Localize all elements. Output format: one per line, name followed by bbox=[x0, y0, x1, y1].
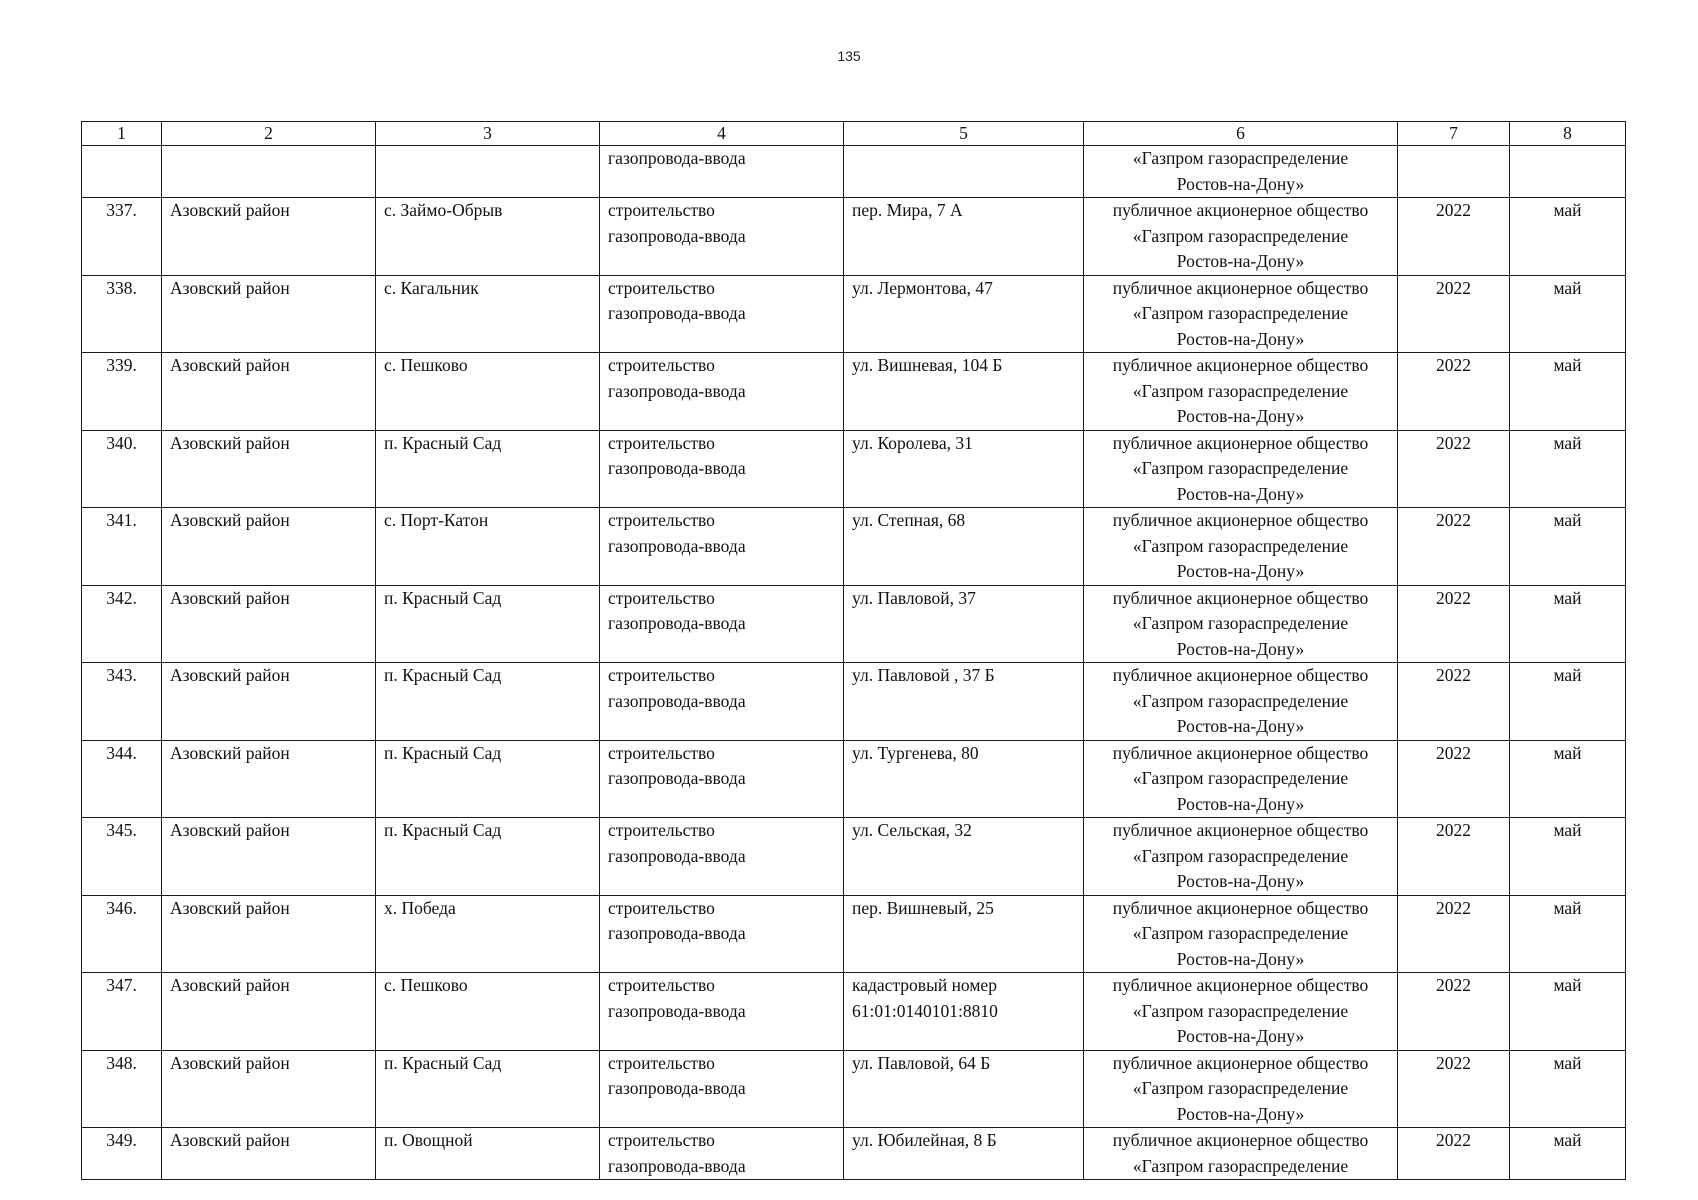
cell-work bbox=[600, 146, 844, 198]
cell-organization-line: Ростов-на-Дону» bbox=[1176, 406, 1305, 426]
cell-month bbox=[1510, 146, 1626, 198]
cell-district: Азовский район bbox=[162, 198, 376, 276]
cell-year: 2022 bbox=[1398, 818, 1510, 896]
cell-locality: п. Красный Сад bbox=[376, 1050, 600, 1128]
cell-district: Азовский район bbox=[162, 430, 376, 508]
cell-address-line: пер. Мира, 7 А bbox=[852, 200, 963, 220]
cell-organization-line: публичное акционерное общество bbox=[1112, 587, 1369, 608]
cell-number: 346. bbox=[82, 895, 162, 973]
cell-number: 347. bbox=[82, 973, 162, 1051]
cell-organization-line: Ростов-на-Дону» bbox=[1176, 1026, 1305, 1046]
cell-address bbox=[844, 740, 1084, 818]
cell-number: 344. bbox=[82, 740, 162, 818]
cell-month: май bbox=[1510, 818, 1626, 896]
cell-organization-line: «Газпром газораспределение bbox=[1132, 535, 1349, 556]
cell-month: май bbox=[1510, 895, 1626, 973]
cell-month: май bbox=[1510, 663, 1626, 741]
cell-organization-line: Ростов-на-Дону» bbox=[1176, 483, 1305, 504]
cell-organization-line: Ростов-на-Дону» bbox=[1176, 173, 1305, 194]
cell-address bbox=[844, 146, 1084, 198]
cell-work bbox=[600, 198, 844, 276]
cell-locality: с. Пешково bbox=[376, 973, 600, 1051]
cell-locality: п. Красный Сад bbox=[376, 818, 600, 896]
cell-locality: п. Красный Сад bbox=[376, 585, 600, 663]
cell-work bbox=[600, 1050, 844, 1128]
cell-address-line: ул. Степная, 68 bbox=[852, 510, 966, 530]
cell-year bbox=[1398, 146, 1510, 198]
cell-year: 2022 bbox=[1398, 198, 1510, 276]
cell-district: Азовский район bbox=[162, 275, 376, 353]
cell-organization-line: «Газпром газораспределение bbox=[1132, 923, 1349, 943]
cell-organization-line: «Газпром газораспределение bbox=[1132, 1000, 1349, 1021]
cell-work bbox=[600, 585, 844, 663]
cell-address bbox=[844, 198, 1084, 276]
cell-work-line: газопровода-ввода bbox=[608, 458, 746, 478]
cell-organization-line: публичное акционерное общество bbox=[1112, 742, 1369, 763]
header-col-1: 1 bbox=[82, 122, 162, 146]
cell-year: 2022 bbox=[1398, 508, 1510, 586]
cell-work-line: строительство bbox=[608, 742, 715, 763]
header-col-8: 8 bbox=[1510, 122, 1626, 146]
cell-year: 2022 bbox=[1398, 740, 1510, 818]
cell-work bbox=[600, 1128, 844, 1180]
cell-work-line: газопровода-ввода bbox=[608, 613, 746, 633]
cell-number: 349. bbox=[82, 1128, 162, 1180]
cell-work-line: газопровода-ввода bbox=[608, 535, 746, 556]
cell-address-line: ул. Тургенева, 80 bbox=[852, 742, 979, 763]
table-row bbox=[82, 585, 1626, 663]
cell-district bbox=[162, 146, 376, 198]
cell-address-line: 61:01:0140101:8810 bbox=[852, 1000, 998, 1021]
cell-work bbox=[600, 353, 844, 431]
cell-organization-line: публичное акционерное общество bbox=[1112, 355, 1369, 375]
cell-organization-line: «Газпром газораспределение bbox=[1132, 148, 1349, 168]
cell-district: Азовский район bbox=[162, 353, 376, 431]
cell-work-line: газопровода-ввода bbox=[608, 380, 746, 401]
table-row bbox=[82, 508, 1626, 586]
cell-organization-line: «Газпром газораспределение bbox=[1132, 303, 1349, 323]
cell-month: май bbox=[1510, 508, 1626, 586]
cell-organization bbox=[1084, 275, 1398, 353]
cell-number: 340. bbox=[82, 430, 162, 508]
cell-number: 341. bbox=[82, 508, 162, 586]
cell-district: Азовский район bbox=[162, 818, 376, 896]
cell-organization bbox=[1084, 198, 1398, 276]
table-row bbox=[82, 973, 1626, 1051]
cell-work bbox=[600, 275, 844, 353]
cell-address bbox=[844, 585, 1084, 663]
table-row bbox=[82, 1128, 1626, 1180]
cell-number: 338. bbox=[82, 275, 162, 353]
cell-month: май bbox=[1510, 198, 1626, 276]
cell-work-line: газопровода-ввода bbox=[608, 148, 746, 168]
cell-organization-line: Ростов-на-Дону» bbox=[1176, 251, 1305, 271]
cell-number: 345. bbox=[82, 818, 162, 896]
cell-work-line: газопровода-ввода bbox=[608, 845, 746, 866]
cell-address-line: пер. Вишневый, 25 bbox=[852, 897, 994, 918]
cell-month: май bbox=[1510, 740, 1626, 818]
cell-number: 343. bbox=[82, 663, 162, 741]
cell-address bbox=[844, 353, 1084, 431]
cell-organization-line: публичное акционерное общество bbox=[1112, 897, 1369, 918]
cell-organization-line: публичное акционерное общество bbox=[1112, 1130, 1369, 1150]
cell-year: 2022 bbox=[1398, 353, 1510, 431]
cell-organization-line: «Газпром газораспределение bbox=[1132, 613, 1349, 633]
cell-organization bbox=[1084, 353, 1398, 431]
cell-locality: п. Овощной bbox=[376, 1128, 600, 1180]
cell-work-line: строительство bbox=[608, 820, 715, 840]
table-row bbox=[82, 663, 1626, 741]
cell-work bbox=[600, 895, 844, 973]
cell-locality bbox=[376, 146, 600, 198]
cell-locality: с. Порт-Катон bbox=[376, 508, 600, 586]
table-row bbox=[82, 895, 1626, 973]
cell-work-line: газопровода-ввода bbox=[608, 1078, 746, 1098]
cell-organization-line: «Газпром газораспределение bbox=[1132, 690, 1349, 711]
cell-month: май bbox=[1510, 1128, 1626, 1180]
cell-address-line: ул. Юбилейная, 8 Б bbox=[852, 1130, 997, 1150]
cell-work-line: газопровода-ввода bbox=[608, 690, 746, 711]
cell-organization-line: «Газпром газораспределение bbox=[1132, 380, 1349, 401]
cell-work-line: строительство bbox=[608, 587, 715, 608]
cell-district: Азовский район bbox=[162, 585, 376, 663]
cell-work-line: газопровода-ввода bbox=[608, 303, 746, 323]
header-col-7: 7 bbox=[1398, 122, 1510, 146]
cell-work bbox=[600, 508, 844, 586]
table-row bbox=[82, 430, 1626, 508]
cell-work-line: строительство bbox=[608, 1052, 715, 1073]
cell-organization bbox=[1084, 973, 1398, 1051]
cell-number: 337. bbox=[82, 198, 162, 276]
cell-organization-line: «Газпром газораспределение bbox=[1132, 1155, 1349, 1176]
cell-work-line: газопровода-ввода bbox=[608, 923, 746, 943]
cell-organization-line: Ростов-на-Дону» bbox=[1176, 561, 1305, 581]
cell-work-line: строительство bbox=[608, 277, 715, 298]
cell-organization bbox=[1084, 146, 1398, 198]
cell-year: 2022 bbox=[1398, 1128, 1510, 1180]
cell-organization-line: Ростов-на-Дону» bbox=[1176, 638, 1305, 659]
cell-work-line: строительство bbox=[608, 897, 715, 918]
cell-address bbox=[844, 973, 1084, 1051]
cell-organization-line: «Газпром газораспределение bbox=[1132, 1078, 1349, 1098]
table-body bbox=[82, 146, 1626, 1180]
cell-year: 2022 bbox=[1398, 895, 1510, 973]
cell-address bbox=[844, 818, 1084, 896]
header-col-4: 4 bbox=[600, 122, 844, 146]
table-row bbox=[82, 740, 1626, 818]
table-row bbox=[82, 818, 1626, 896]
cell-organization-line: публичное акционерное общество bbox=[1112, 975, 1369, 995]
cell-address-line: ул. Павловой , 37 Б bbox=[852, 665, 995, 685]
cell-locality: п. Красный Сад bbox=[376, 740, 600, 818]
cell-year: 2022 bbox=[1398, 973, 1510, 1051]
cell-address-line: ул. Павловой, 37 bbox=[852, 587, 976, 608]
cell-district: Азовский район bbox=[162, 1050, 376, 1128]
cell-organization bbox=[1084, 1128, 1398, 1180]
cell-address bbox=[844, 1050, 1084, 1128]
cell-organization bbox=[1084, 1050, 1398, 1128]
cell-address-line: ул. Вишневая, 104 Б bbox=[852, 355, 1003, 375]
cell-work bbox=[600, 430, 844, 508]
table-row bbox=[82, 353, 1626, 431]
cell-work-line: строительство bbox=[608, 975, 715, 995]
cell-organization bbox=[1084, 740, 1398, 818]
cell-work-line: строительство bbox=[608, 432, 715, 453]
cell-organization-line: публичное акционерное общество bbox=[1112, 665, 1369, 685]
cell-address bbox=[844, 895, 1084, 973]
cell-month: май bbox=[1510, 1050, 1626, 1128]
cell-number: 348. bbox=[82, 1050, 162, 1128]
cell-work-line: строительство bbox=[608, 200, 715, 220]
cell-address bbox=[844, 1128, 1084, 1180]
cell-district: Азовский район bbox=[162, 895, 376, 973]
cell-organization-line: Ростов-на-Дону» bbox=[1176, 716, 1305, 736]
cell-work-line: строительство bbox=[608, 1130, 715, 1150]
cell-address-line: ул. Сельская, 32 bbox=[852, 820, 972, 840]
cell-organization-line: Ростов-на-Дону» bbox=[1176, 871, 1305, 891]
cell-district: Азовский район bbox=[162, 973, 376, 1051]
cell-number: 342. bbox=[82, 585, 162, 663]
cell-organization-line: «Газпром газораспределение bbox=[1132, 845, 1349, 866]
cell-work-line: газопровода-ввода bbox=[608, 1155, 746, 1176]
cell-address-line: ул. Королева, 31 bbox=[852, 432, 973, 453]
register-table bbox=[81, 121, 1626, 1180]
cell-year: 2022 bbox=[1398, 430, 1510, 508]
cell-organization-line: Ростов-на-Дону» bbox=[1176, 948, 1305, 969]
cell-year: 2022 bbox=[1398, 1050, 1510, 1128]
cell-address bbox=[844, 663, 1084, 741]
cell-organization-line: публичное акционерное общество bbox=[1112, 820, 1369, 840]
cell-work bbox=[600, 973, 844, 1051]
cell-address-line: ул. Павловой, 64 Б bbox=[852, 1052, 991, 1073]
cell-organization bbox=[1084, 508, 1398, 586]
cell-number: 339. bbox=[82, 353, 162, 431]
cell-organization-line: публичное акционерное общество bbox=[1112, 510, 1369, 530]
cell-work bbox=[600, 740, 844, 818]
cell-locality: с. Кагальник bbox=[376, 275, 600, 353]
cell-locality: п. Красный Сад bbox=[376, 663, 600, 741]
table-row bbox=[82, 1050, 1626, 1128]
cell-locality: х. Победа bbox=[376, 895, 600, 973]
cell-organization-line: публичное акционерное общество bbox=[1112, 200, 1369, 220]
cell-month: май bbox=[1510, 585, 1626, 663]
cell-number bbox=[82, 146, 162, 198]
page-number: 135 bbox=[837, 48, 861, 64]
cell-organization-line: «Газпром газораспределение bbox=[1132, 225, 1349, 246]
cell-work-line: газопровода-ввода bbox=[608, 768, 746, 788]
table-row-continued bbox=[82, 146, 1626, 198]
header-col-3: 3 bbox=[376, 122, 600, 146]
cell-organization-line: публичное акционерное общество bbox=[1112, 277, 1369, 298]
cell-month: май bbox=[1510, 973, 1626, 1051]
table-row bbox=[82, 198, 1626, 276]
cell-address bbox=[844, 508, 1084, 586]
cell-work-line: газопровода-ввода bbox=[608, 225, 746, 246]
cell-organization-line: Ростов-на-Дону» bbox=[1176, 1103, 1305, 1124]
cell-district: Азовский район bbox=[162, 740, 376, 818]
cell-organization-line: публичное акционерное общество bbox=[1112, 1052, 1369, 1073]
header-row bbox=[82, 122, 1626, 146]
cell-organization-line: публичное акционерное общество bbox=[1112, 432, 1369, 453]
cell-organization-line: Ростов-на-Дону» bbox=[1176, 328, 1305, 349]
cell-year: 2022 bbox=[1398, 663, 1510, 741]
cell-organization bbox=[1084, 430, 1398, 508]
cell-year: 2022 bbox=[1398, 585, 1510, 663]
cell-month: май bbox=[1510, 353, 1626, 431]
cell-district: Азовский район bbox=[162, 663, 376, 741]
cell-locality: с. Пешково bbox=[376, 353, 600, 431]
cell-district: Азовский район bbox=[162, 1128, 376, 1180]
cell-work bbox=[600, 818, 844, 896]
cell-organization-line: «Газпром газораспределение bbox=[1132, 768, 1349, 788]
cell-year: 2022 bbox=[1398, 275, 1510, 353]
cell-address-line: кадастровый номер bbox=[852, 975, 997, 995]
cell-organization bbox=[1084, 818, 1398, 896]
cell-district: Азовский район bbox=[162, 508, 376, 586]
header-col-6: 6 bbox=[1084, 122, 1398, 146]
cell-address bbox=[844, 275, 1084, 353]
cell-organization bbox=[1084, 895, 1398, 973]
header-col-5: 5 bbox=[844, 122, 1084, 146]
cell-address bbox=[844, 430, 1084, 508]
cell-locality: п. Красный Сад bbox=[376, 430, 600, 508]
cell-work bbox=[600, 663, 844, 741]
cell-locality: с. Займо-Обрыв bbox=[376, 198, 600, 276]
cell-work-line: газопровода-ввода bbox=[608, 1000, 746, 1021]
cell-work-line: строительство bbox=[608, 665, 715, 685]
cell-organization bbox=[1084, 663, 1398, 741]
cell-organization bbox=[1084, 585, 1398, 663]
table-header bbox=[82, 122, 1626, 146]
cell-work-line: строительство bbox=[608, 355, 715, 375]
cell-organization-line: Ростов-на-Дону» bbox=[1176, 793, 1305, 814]
cell-address-line: ул. Лермонтова, 47 bbox=[852, 277, 993, 298]
header-col-2: 2 bbox=[162, 122, 376, 146]
table-row bbox=[82, 275, 1626, 353]
cell-month: май bbox=[1510, 275, 1626, 353]
cell-organization-line: «Газпром газораспределение bbox=[1132, 458, 1349, 478]
cell-month: май bbox=[1510, 430, 1626, 508]
cell-work-line: строительство bbox=[608, 510, 715, 530]
